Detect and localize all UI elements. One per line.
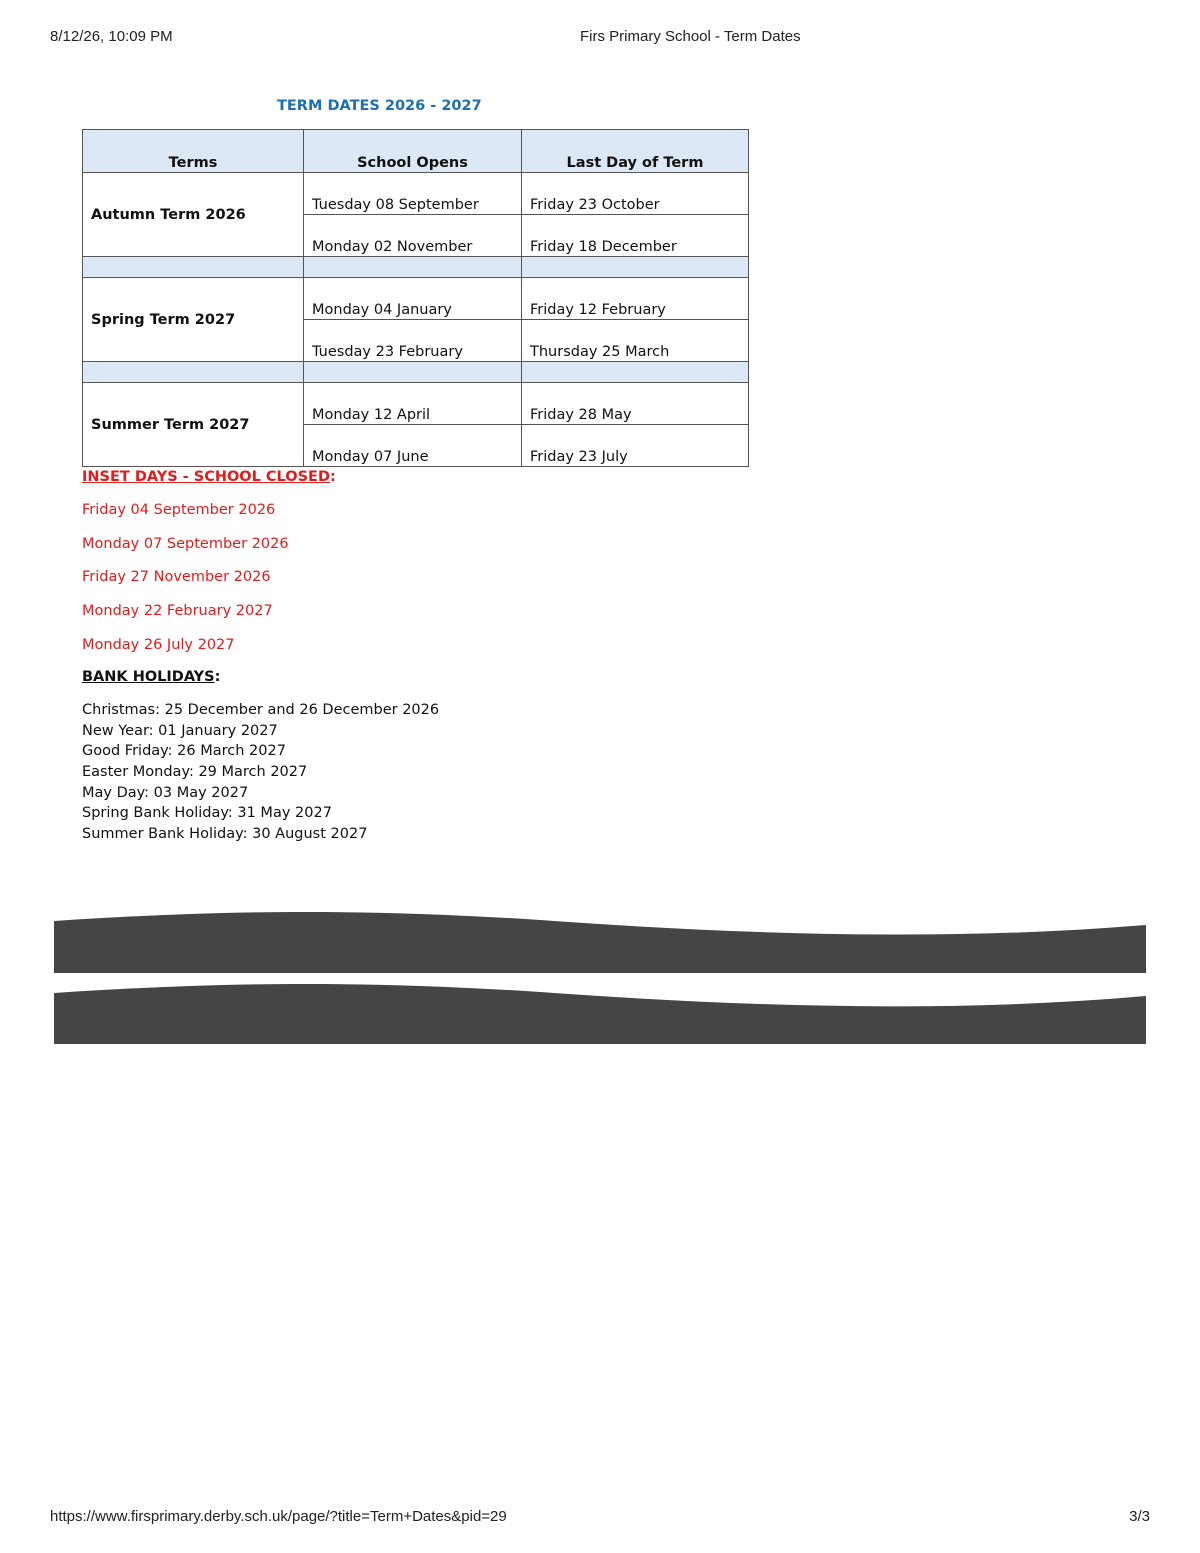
term-dates-title: TERM DATES 2026 - 2027 [277, 98, 482, 114]
wave-band-bottom [54, 984, 1146, 1044]
bank-holidays-heading-text: BANK HOLIDAYS [82, 669, 215, 685]
table-row [83, 173, 749, 215]
inset-days-list [82, 501, 289, 669]
list-item: Monday 22 February 2027 [82, 603, 273, 620]
page-number: 3/3 [1129, 1508, 1150, 1525]
print-header [0, 28, 1200, 48]
school-opens-cell: Tuesday 23 February [304, 320, 522, 362]
list-item: Monday 26 July 2027 [82, 636, 235, 653]
list-item: May Day: 03 May 2027 [82, 784, 249, 801]
school-opens-cell: Monday 02 November [304, 215, 522, 257]
inset-days-heading-text: INSET DAYS - SCHOOL CLOSED [82, 469, 330, 485]
list-item: Monday 07 September 2026 [82, 535, 289, 552]
table-row [83, 383, 749, 425]
school-opens-cell: Monday 12 April [304, 383, 522, 425]
list-item: Spring Bank Holiday: 31 May 2027 [82, 805, 332, 822]
header-terms: Terms [83, 130, 304, 173]
last-day-cell: Friday 12 February [522, 278, 749, 320]
last-day-cell: Friday 23 October [522, 173, 749, 215]
print-page-title: Firs Primary School - Term Dates [580, 28, 801, 45]
table-header-row [83, 130, 749, 173]
term-name: Spring Term 2027 [83, 278, 304, 362]
list-item: Good Friday: 26 March 2027 [82, 743, 286, 760]
term-dates-table [82, 129, 749, 467]
school-opens-cell: Tuesday 08 September [304, 173, 522, 215]
page-url: https://www.firsprimary.derby.sch.uk/page/?title=Term+Dates&pid=29 [50, 1508, 507, 1525]
list-item: Friday 27 November 2026 [82, 569, 271, 586]
list-item: Easter Monday: 29 March 2027 [82, 764, 308, 781]
inset-days-heading [82, 469, 336, 485]
header-last-day: Last Day of Term [522, 130, 749, 173]
school-opens-cell: Monday 04 January [304, 278, 522, 320]
bank-holidays-heading [82, 669, 220, 685]
print-datetime: 8/12/26, 10:09 PM [50, 28, 173, 45]
inset-days-heading-colon: : [329, 469, 336, 485]
header-school-opens: School Opens [304, 130, 522, 173]
bank-holidays-list [82, 700, 439, 845]
decorative-waves [54, 905, 1146, 1050]
term-name: Autumn Term 2026 [83, 173, 304, 257]
last-day-cell: Friday 28 May [522, 383, 749, 425]
print-footer [0, 1508, 1200, 1528]
last-day-cell: Friday 23 July [522, 425, 749, 467]
last-day-cell: Friday 18 December [522, 215, 749, 257]
list-item: Christmas: 25 December and 26 December 2026 [82, 702, 440, 718]
term-name: Summer Term 2027 [83, 383, 304, 467]
bank-holidays-heading-colon: : [214, 669, 221, 685]
separator-row [83, 257, 749, 278]
table-row [83, 278, 749, 320]
separator-row [83, 362, 749, 383]
list-item: Summer Bank Holiday: 30 August 2027 [82, 826, 368, 843]
list-item: Friday 04 September 2026 [82, 502, 276, 518]
list-item: New Year: 01 January 2027 [82, 722, 278, 739]
wave-band-top [54, 912, 1146, 973]
school-opens-cell: Monday 07 June [304, 425, 522, 467]
last-day-cell: Thursday 25 March [522, 320, 749, 362]
